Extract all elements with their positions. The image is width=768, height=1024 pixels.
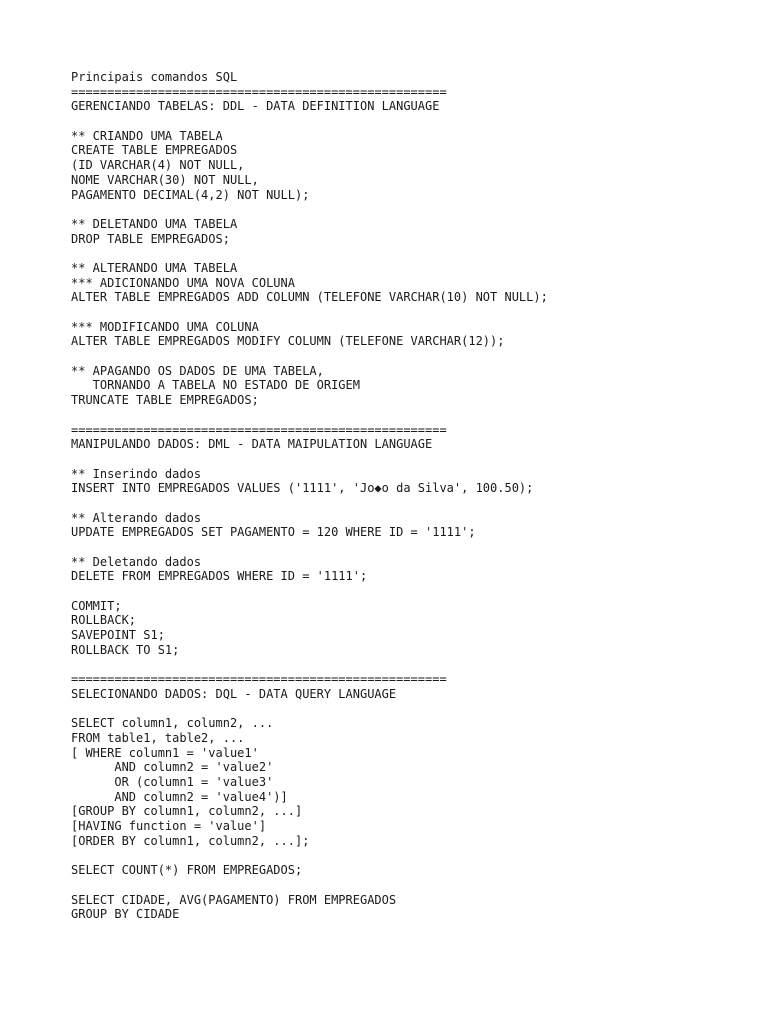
section-heading-ddl: GERENCIANDO TABELAS: DDL - DATA DEFINITION LANGUAGE [71, 99, 440, 114]
comment-line: ** ALTERANDO UMA TABELA [71, 260, 238, 275]
code-line: ALTER TABLE EMPREGADOS ADD COLUMN (TELEFONE VARCHAR(10) NOT NULL); [71, 290, 548, 305]
code-line: AND column2 = 'value4')] [71, 789, 288, 804]
code-line: COMMIT; [71, 598, 122, 613]
blank-line [71, 305, 751, 320]
comment-line: *** ADICIONANDO UMA NOVA COLUNA [71, 275, 295, 290]
blank-line [71, 540, 751, 555]
code-line: INSERT INTO EMPREGADOS VALUES ('1111', 'Jo◆o da Silva', 100.50); [71, 481, 534, 496]
code-line: GROUP BY CIDADE [71, 907, 180, 922]
code-line: ROLLBACK TO S1; [71, 642, 180, 657]
separator-line: ==================================================== [71, 422, 447, 437]
code-line: SAVEPOINT S1; [71, 628, 165, 643]
code-line: SELECT column1, column2, ... [71, 716, 274, 731]
blank-line [71, 408, 751, 423]
comment-line: *** MODIFICANDO UMA COLUNA [71, 319, 259, 334]
comment-line: ** APAGANDO OS DADOS DE UMA TABELA, [71, 363, 324, 378]
code-line: AND column2 = 'value2' [71, 760, 274, 775]
code-line: [ORDER BY column1, column2, ...]; [71, 833, 310, 848]
section-heading-dml: MANIPULANDO DADOS: DML - DATA MAIPULATION LANGUAGE [71, 437, 433, 452]
comment-line: ** DELETANDO UMA TABELA [71, 216, 238, 231]
comment-line: ** CRIANDO UMA TABELA [71, 128, 223, 143]
comment-line: ** Deletando dados [71, 554, 202, 569]
comment-line: TORNANDO A TABELA NO ESTADO DE ORIGEM [71, 378, 360, 393]
blank-line [71, 349, 751, 364]
code-line: CREATE TABLE EMPREGADOS [71, 143, 238, 158]
blank-line [71, 114, 751, 129]
code-line: DROP TABLE EMPREGADOS; [71, 231, 230, 246]
code-line: DELETE FROM EMPREGADOS WHERE ID = '1111'; [71, 569, 368, 584]
comment-line: ** Inserindo dados [71, 466, 202, 481]
blank-line [71, 878, 751, 893]
code-line: SELECT CIDADE, AVG(PAGAMENTO) FROM EMPREGADOS [71, 892, 397, 907]
blank-line [71, 246, 751, 261]
document-body [71, 70, 751, 922]
code-line: NOME VARCHAR(30) NOT NULL, [71, 172, 259, 187]
comment-line: ** Alterando dados [71, 510, 202, 525]
code-line: TRUNCATE TABLE EMPREGADOS; [71, 393, 259, 408]
code-line: ROLLBACK; [71, 613, 137, 628]
section-heading-dql: SELECIONANDO DADOS: DQL - DATA QUERY LANGUAGE [71, 686, 397, 701]
blank-line [71, 496, 751, 511]
code-line: UPDATE EMPREGADOS SET PAGAMENTO = 120 WHERE ID = '1111'; [71, 525, 476, 540]
blank-line [71, 848, 751, 863]
code-line: [ WHERE column1 = 'value1' [71, 745, 259, 760]
blank-line [71, 702, 751, 717]
code-line: OR (column1 = 'value3' [71, 775, 274, 789]
code-line: [GROUP BY column1, column2, ...] [71, 804, 303, 819]
doc-title: Principais comandos SQL [71, 70, 238, 84]
code-line: FROM table1, table2, ... [71, 730, 245, 745]
code-line: SELECT COUNT(*) FROM EMPREGADOS; [71, 863, 303, 878]
separator-line: ==================================================== [71, 84, 447, 99]
code-line: PAGAMENTO DECIMAL(4,2) NOT NULL); [71, 187, 310, 202]
code-line: [HAVING function = 'value'] [71, 819, 267, 834]
code-line: (ID VARCHAR(4) NOT NULL, [71, 158, 245, 173]
code-line: ALTER TABLE EMPREGADOS MODIFY COLUMN (TELEFONE VARCHAR(12)); [71, 334, 505, 349]
blank-line [71, 584, 751, 599]
separator-line: ==================================================== [71, 672, 447, 687]
blank-line [71, 452, 751, 467]
blank-line [71, 202, 751, 217]
blank-line [71, 658, 751, 673]
